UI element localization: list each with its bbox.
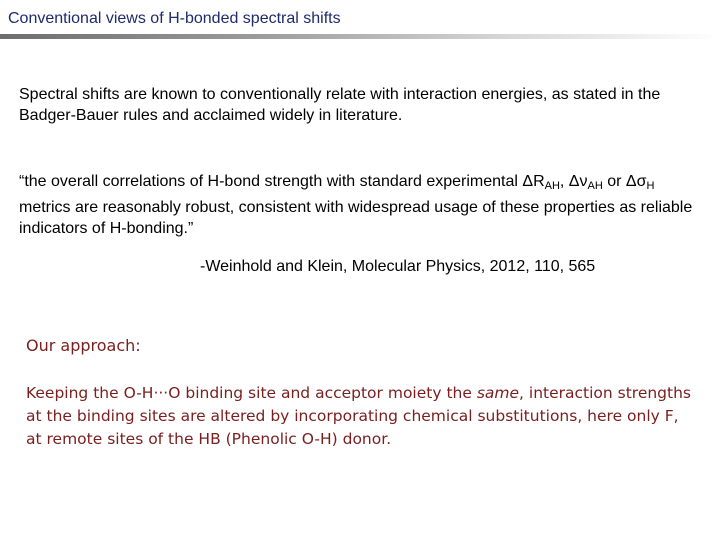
approach-text-start: Keeping the O-H···O binding site and acceptor moiety the (26, 384, 477, 402)
intro-paragraph: Spectral shifts are known to conventionally relate with interaction energies, as stated in the Badger-Bauer rules and acclaimed widely in literature. (19, 86, 661, 124)
approach-text-end: , interaction strengths at the binding sites are altered by incorporating chemical substitutions, here only F, at remote sites of the HB (Phenolic O-H) donor. (26, 384, 691, 448)
quote-comma: , (559, 173, 569, 190)
quote-paragraph (19, 171, 699, 239)
approach-emphasis: same (476, 384, 520, 402)
delta-sigma-subscript: H (646, 180, 655, 192)
citation: -Weinhold and Klein, Molecular Physics, 2012, 110, 565 (200, 258, 596, 275)
title-divider (0, 34, 720, 39)
delta-sigma-symbol: Δσ (625, 173, 647, 190)
delta-nu-subscript: AH (587, 180, 603, 192)
quote-text-end: metrics are reasonably robust, consistent with widespread usage of these properties as reliable indicators of H-bonding.” (19, 199, 693, 237)
quote-or: or (602, 173, 626, 190)
quote-text-start: “the overall correlations of H-bond strength with standard experimental (19, 173, 523, 190)
delta-r-subscript: AH (544, 180, 560, 192)
approach-heading: Our approach: (26, 336, 141, 355)
delta-r-symbol: ΔR (522, 173, 545, 190)
approach-paragraph (26, 382, 696, 451)
delta-nu-symbol: Δν (568, 173, 588, 190)
page-title: Conventional views of H-bonded spectral shifts (8, 10, 341, 27)
